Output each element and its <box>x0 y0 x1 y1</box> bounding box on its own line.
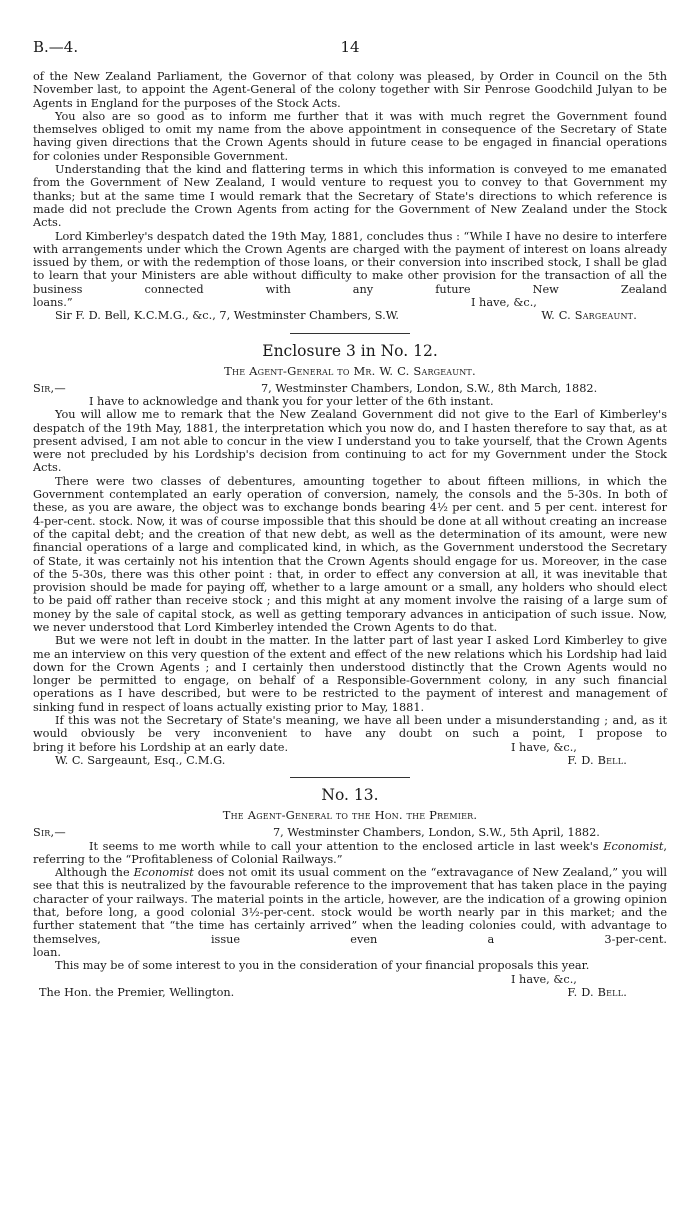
publication-title: Economist <box>133 866 194 880</box>
page-header <box>33 38 667 58</box>
section-subtitle: The Agent-General to the Hon. the Premier. <box>222 808 478 823</box>
text-run: It seems to me worth while to call your attention to the enclosed article in last week's <box>89 839 599 853</box>
section-title: No. 13. <box>321 786 379 805</box>
paragraph: But we were not left in doubt in the matter. In the latter part of last year I asked Lord Kimberley to give me an interview on this very question of the extent and effect of the new relations which his Lordship had laid down for the Crown Agents ; and I certainly then understood distinctly that the Crown Agents would no longer be permitted to engage, on behalf of a Responsible-Government colony, in any such financial operations as I have described, but were to be restricted to the payment of interest and management of sinking fund in respect of loans actually existing prior to May, 1881. <box>33 634 667 714</box>
paragraph: You will allow me to remark that the New Zealand Government did not give to the Earl of Kimberley's despatch of the 19th May, 1881, the interpretation which you now do, and I hasten therefore to say that, as at present advised, I am not able to concur in the view I understand you to take yourself, that the Crown Agents were not precluded by his Lordship's decision from continuing to act for my Government under the Stock Acts. <box>33 408 667 475</box>
paragraph: of the New Zealand Parliament, the Governor of that colony was pleased, by Order in Council on the 5th November last, to appoint the Agent-General of the colony together with Sir Penrose Goodchild Julyan to be Agents in England for the purposes of the Stock Acts. <box>33 70 667 110</box>
addressee: Sir F. D. Bell, K.C.M.G., &c., 7, Westminster Chambers, S.W. <box>55 309 399 323</box>
salutation-line <box>33 382 667 395</box>
paragraph-last-line <box>33 946 667 959</box>
closing-line <box>33 741 667 754</box>
paragraph: Lord Kimberley's despatch dated the 19th May, 1881, concludes thus : “While I have no desire to interfere with arrangements under which the Crown Agents are charged with the payment of interest on loans already issued by them, or with the redemption of those loans, or their conversion into inscribed stock, I shall be glad to learn that your Ministers are able without difficulty to make other provision for the transaction of all the business connected with any future New Zealand <box>33 229 667 296</box>
paragraph: If this was not the Secretary of State's meaning, we have all been under a misunderstanding ; and, as it would obviously be very inconvenient to have any doubt on such a point, I propose to <box>33 714 667 741</box>
paragraph <box>33 840 667 867</box>
addressee: The Hon. the Premier, Wellington. <box>39 985 235 999</box>
addressee: W. C. Sargeaunt, Esq., C.M.G. <box>55 753 226 767</box>
paragraph: I have to acknowledge and thank you for your letter of the 6th instant. <box>89 394 494 408</box>
paragraph: This may be of some interest to you in the consideration of your financial proposals this year. <box>55 959 590 973</box>
signature <box>541 309 637 322</box>
dateline: 7, Westminster Chambers, London, S.W., 5th April, 1882. <box>273 826 600 840</box>
salutation-line <box>33 826 667 839</box>
closing-formula: I have, &c., <box>511 972 577 986</box>
page-body <box>33 70 667 999</box>
paragraph-last-line-text: loan. <box>33 945 62 959</box>
paragraph-last-line: loans.” <box>33 296 73 310</box>
closing-line <box>33 296 667 309</box>
text-run: Although the <box>55 866 134 880</box>
section-title: Enclosure 3 in No. 12. <box>262 341 438 360</box>
paragraph <box>33 866 667 946</box>
salutation: Sir,— <box>33 381 66 395</box>
signature-text: W. C. Sargeaunt. <box>541 309 637 323</box>
section-subtitle: The Agent-General to Mr. W. C. Sargeaunt. <box>224 363 476 378</box>
signature <box>567 986 627 999</box>
page-number: 14 <box>340 38 360 56</box>
closing-formula: I have, &c., <box>471 296 537 310</box>
page-reference: B.—4. <box>33 38 79 56</box>
paragraph: You also are so good as to inform me further that it was with much regret the Government found themselves obliged to omit my name from the above appointment in consequence of the Secretary of State having given directions that the Crown Agents should in future cease to be engaged in financial operations for colonies under Responsible Government. <box>33 109 667 163</box>
signature-line <box>33 309 667 322</box>
paragraph: There were two classes of debentures, amounting together to about fifteen millions, in which the Government contemplated an early operation of conversion, namely, the consols and the 5-30s. In both of these, as you are aware, the object was to exchange bonds bearing 4½ per cent. and 5 per cent. interest for 4-per-cent. stock. Now, it was of course impossible that this should be done at all without creating an increase of the capital debt; and the creation of that new debt, as well as the determination of its amount, were new financial operations of a large and complicated kind, in which, as the Government understood the Secretary of State, it was certainly not his intention that the Crown Agents should engage for us. Moreover, in the case of the 5-30s, there was this other point : that, in order to effect any conversion at all, it was inevitable that provision should be made for paying off, whether to a large amount or a small, any holders who should elect to be paid off rather than receive stock ; and this might at any moment involve the raising of a large sum of money by the sale of capital stock, as well as getting temporary advances in anticipation of such issue. Now, we never understood that Lord Kimberley intended the Crown Agents to do that. <box>33 474 667 634</box>
signature-text: F. D. Bell. <box>567 753 627 767</box>
text-run: does not omit its usual comment on the “extravagance of New Zealand,” you will see that this is neutralized by the favourable reference to the improvement that has taken place in the paying character of your railways. The material points in the article, however, are the indication of a growing opinion that, before long, a good colonial 3½-per-cent. stock would be worth nearly par in this market; and the further statement that “the time has certainly arrived” when the leading colonies could, with advantage to themselves, issue even a 3-per-cent. <box>33 866 667 946</box>
publication-title: Economist <box>603 839 664 853</box>
signature-line <box>33 986 667 999</box>
dateline: 7, Westminster Chambers, London, S.W., 8th March, 1882. <box>261 381 598 395</box>
paragraph-last-line: bring it before his Lordship at an early date. <box>33 740 289 754</box>
salutation: Sir,— <box>33 826 66 840</box>
signature-line <box>33 754 667 767</box>
closing-line <box>33 973 667 986</box>
text-run: , referring to the “Profitableness of Colonial Railways.” <box>33 839 667 866</box>
closing-formula: I have, &c., <box>511 740 577 754</box>
signature <box>567 754 627 767</box>
signature-text: F. D. Bell. <box>567 985 627 999</box>
paragraph: Understanding that the kind and flattering terms in which this information is conveyed to me emanated from the Government of New Zealand, I would venture to request you to convey to that Government my thanks; but at the same time I would remark that the Secretary of State's directions to which reference is made did not preclude the Crown Agents from acting for the Government of New Zealand under the Stock Acts. <box>33 163 667 230</box>
